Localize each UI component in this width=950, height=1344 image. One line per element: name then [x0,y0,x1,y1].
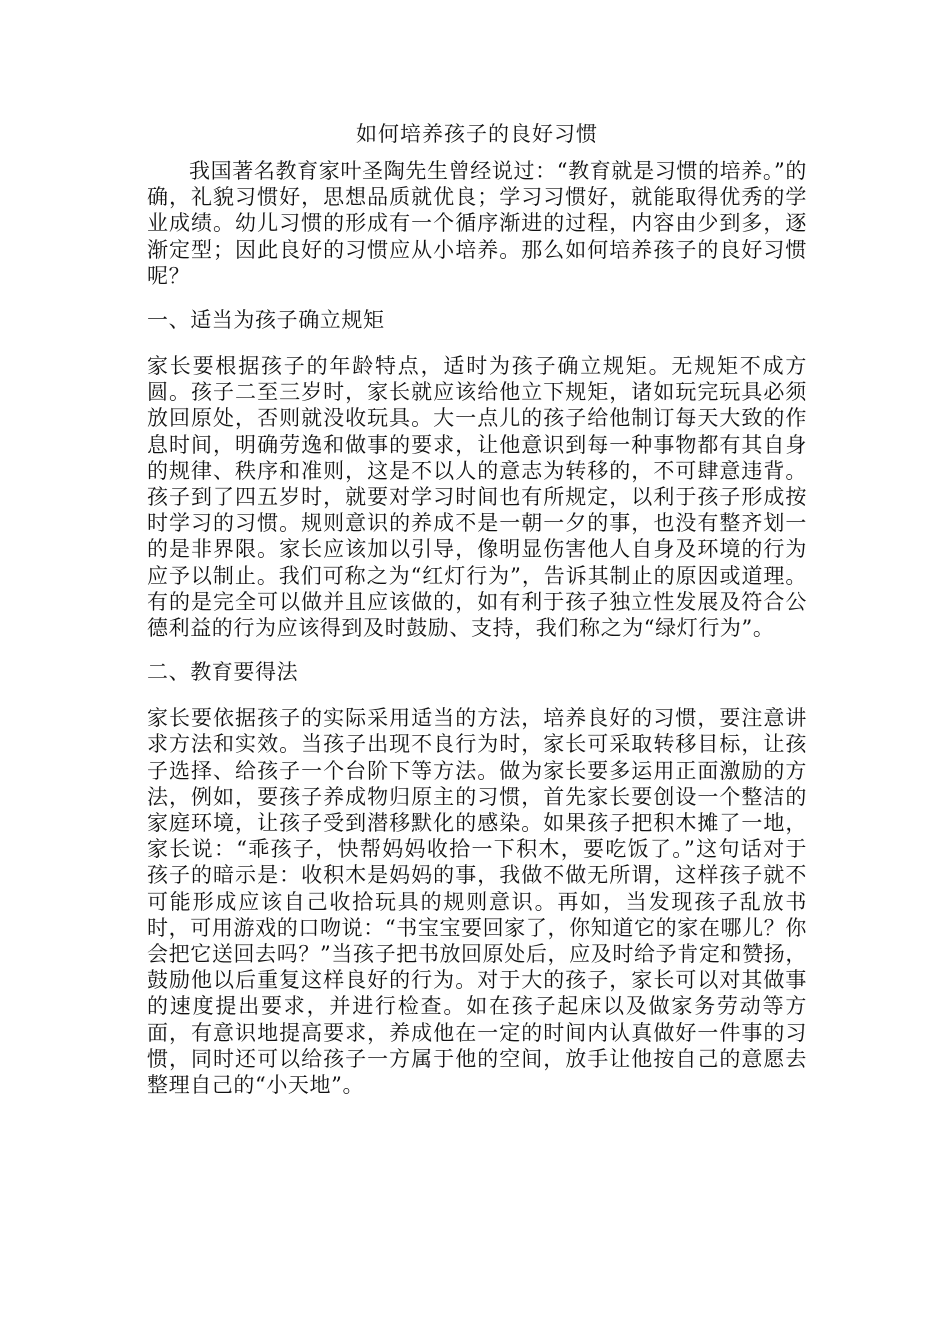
section-1-body: 家长要根据孩子的年龄特点，适时为孩子确立规矩。无规矩不成方圆。孩子二至三岁时，家长就应该给他立下规矩，诸如玩完玩具必须放回原处，否则就没收玩具。大一点儿的孩子给他制订每天大致的作息时间，明确劳逸和做事的要求，让他意识到每一种事物都有其自身的规律、秩序和准则，这是不以人的意志为转移的，不可肆意违背。孩子到了四五岁时，就要对学习时间也有所规定，以利于孩子形成按时学习的习惯。规则意识的养成不是一朝一夕的事，也没有整齐划一的是非界限。家长应该加以引导，像明显伤害他人自身及环境的行为应予以制止。我们可称之为“红灯行为”，告诉其制止的原因或道理。有的是完全可以做并且应该做的，如有利于孩子独立性发展及符合公德利益的行为应该得到及时鼓励、支持，我们称之为“绿灯行为”。 [147,354,807,641]
section-1-heading: 一、适当为孩子确立规矩 [147,308,385,333]
intro-paragraph: 我国著名教育家叶圣陶先生曾经说过：“教育就是习惯的培养。”的确，礼貌习惯好，思想品质就优良；学习习惯好，就能取得优秀的学业成绩。幼儿习惯的形成有一个循序渐进的过程，内容由少到多，逐渐定型；因此良好的习惯应从小培养。那么如何培养孩子的良好习惯呢？ [147,159,807,288]
document-title: 如何培养孩子的良好习惯 [356,122,598,146]
document-page [147,118,807,1098]
section-2-body: 家长要依据孩子的实际采用适当的方法，培养良好的习惯，要注意讲求方法和实效。当孩子出现不良行为时，家长可采取转移目标，让孩子选择、给孩子一个台阶下等方法。做为家长要多运用正面激励的方法，例如，要孩子养成物归原主的习惯，首先家长要创设一个整洁的家庭环境，让孩子受到潜移默化的感染。如果孩子把积木摊了一地，家长说：“乖孩子，快帮妈妈收拾一下积木，要吃饭了。”这句话对于孩子的暗示是：收积木是妈妈的事，我做不做无所谓，这样孩子就不可能形成应该自己收拾玩具的规则意识。再如，当发现孩子乱放书时，可用游戏的口吻说：“书宝宝要回家了，你知道它的家在哪儿？你会把它送回去吗？”当孩子把书放回原处后，应及时给予肯定和赞扬，鼓励他以后重复这样良好的行为。对于大的孩子，家长可以对其做事的速度提出要求，并进行检查。如在孩子起床以及做家务劳动等方面，有意识地提高要求，养成他在一定的时间内认真做好一件事的习惯，同时还可以给孩子一方属于他的空间，放手让他按自己的意愿去整理自己的“小天地”。 [147,706,807,1098]
section-2-heading: 二、教育要得法 [147,660,299,685]
